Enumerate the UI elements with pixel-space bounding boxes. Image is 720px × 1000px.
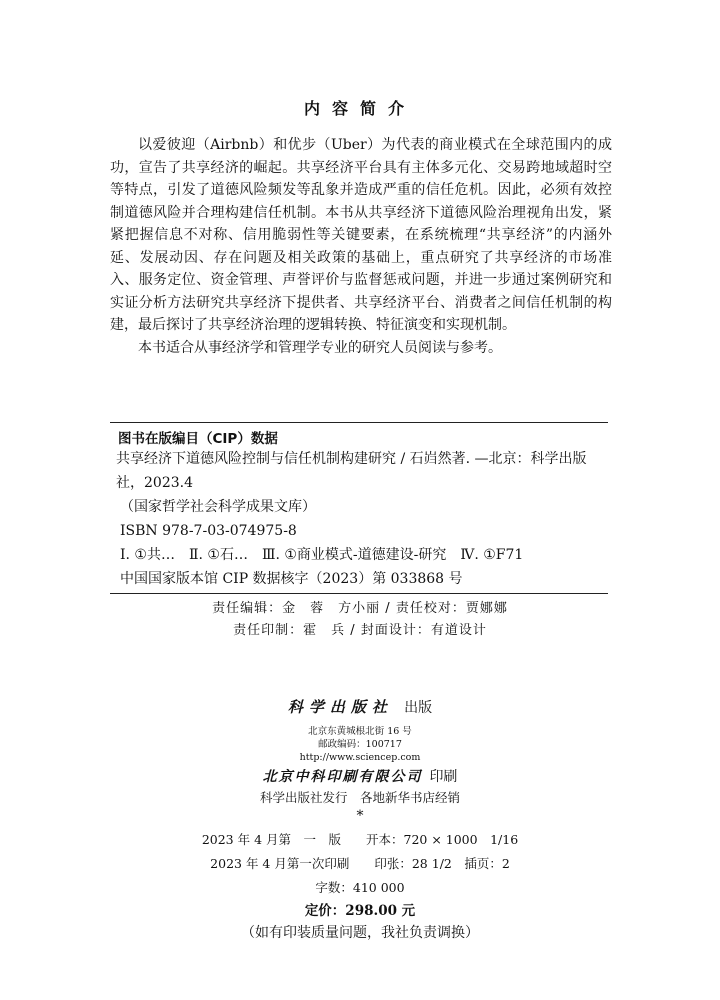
- printer-line: [0, 766, 720, 786]
- printer-name: 北京中科印刷有限公司: [262, 769, 423, 785]
- separator-star: *: [356, 808, 364, 824]
- quality-note: （如有印装质量问题，我社负责调换）: [241, 925, 479, 941]
- distribution-line: 科学出版社发行 各地新华书店经销: [259, 790, 460, 805]
- cip-top-rule: [110, 422, 608, 423]
- edition-line: 2023 年 4 月第 一 版 开本：720 × 1000 1/16: [201, 832, 519, 847]
- publisher-name-line: [0, 696, 720, 717]
- publisher-address: 北京东黄城根北街 16 号: [308, 726, 412, 737]
- page-title: 内容简介: [303, 99, 416, 118]
- abstract-section: [110, 134, 612, 359]
- publisher-block: [0, 696, 720, 944]
- printer-suffix: 印刷: [429, 769, 458, 785]
- abstract-paragraph-2: 本书适合从事经济学和管理学专业的研究人员阅读与参考。: [138, 339, 502, 356]
- cip-header: 图书在版编目（CIP）数据: [118, 431, 278, 447]
- word-count: 字数：410 000: [315, 880, 405, 895]
- publisher-url: http://www.sciencep.com: [299, 752, 421, 763]
- cip-bottom-rule: [110, 593, 608, 594]
- cip-block: [110, 427, 608, 591]
- publisher-suffix: 出版: [404, 700, 433, 716]
- price: 定价：298.00 元: [304, 903, 416, 919]
- printing-line: 2023 年 4 月第一次印刷 印张：28 1/2 插页：2: [210, 856, 510, 871]
- editors-line-2: 责任印制：霍 兵 / 封面设计：有道设计: [233, 623, 487, 638]
- cip-classification: Ⅰ. ①共… Ⅱ. ①石… Ⅲ. ①商业模式-道德建设-研究 Ⅳ. ①F71: [120, 547, 524, 563]
- cip-record: 共享经济下道德风险控制与信任机制构建研究 / 石岿然著. —北京：科学出版社，2023.4: [116, 451, 587, 491]
- publisher-postcode: 邮政编码：100717: [318, 739, 402, 750]
- cip-series: （国家哲学社会科学成果文库）: [120, 499, 316, 515]
- editors-line-1: 责任编辑：金 蓉 方小丽 / 责任校对：贾娜娜: [212, 601, 508, 616]
- cip-isbn: ISBN 978-7-03-074975-8: [120, 523, 297, 539]
- abstract-paragraph-1: 以爱彼迎（Airbnb）和优步（Uber）为代表的商业模式在全球范围内的成功，宣告了共享经济的崛起。共享经济平台具有主体多元化、交易跨地域超时空等特点，引发了道德风险频发等乱象并造成严重的信任危机。因此，必须有效控制道德风险并合理构建信任机制。本书从共享经济下道德风险治理视角出发，紧紧把握信息不对称、信用脆弱性等关键要素，在系统梳理“共享经济”的内涵外延、发展动因、存在问题及相关政策的基础上，重点研究了共享经济的市场准入、服务定位、资金管理、声誉评价与监督惩戒问题，并进一步通过案例研究和实证分析方法研究共享经济下提供者、共享经济平台、消费者之间信任机制的构建，最后探讨了共享经济治理的逻辑转换、特征演变和实现机制。: [110, 137, 612, 333]
- editors-block: [0, 598, 720, 642]
- cip-registration: 中国国家版本馆 CIP 数据核字（2023）第 033868 号: [120, 571, 463, 587]
- publisher-name: 科学出版社: [287, 698, 393, 716]
